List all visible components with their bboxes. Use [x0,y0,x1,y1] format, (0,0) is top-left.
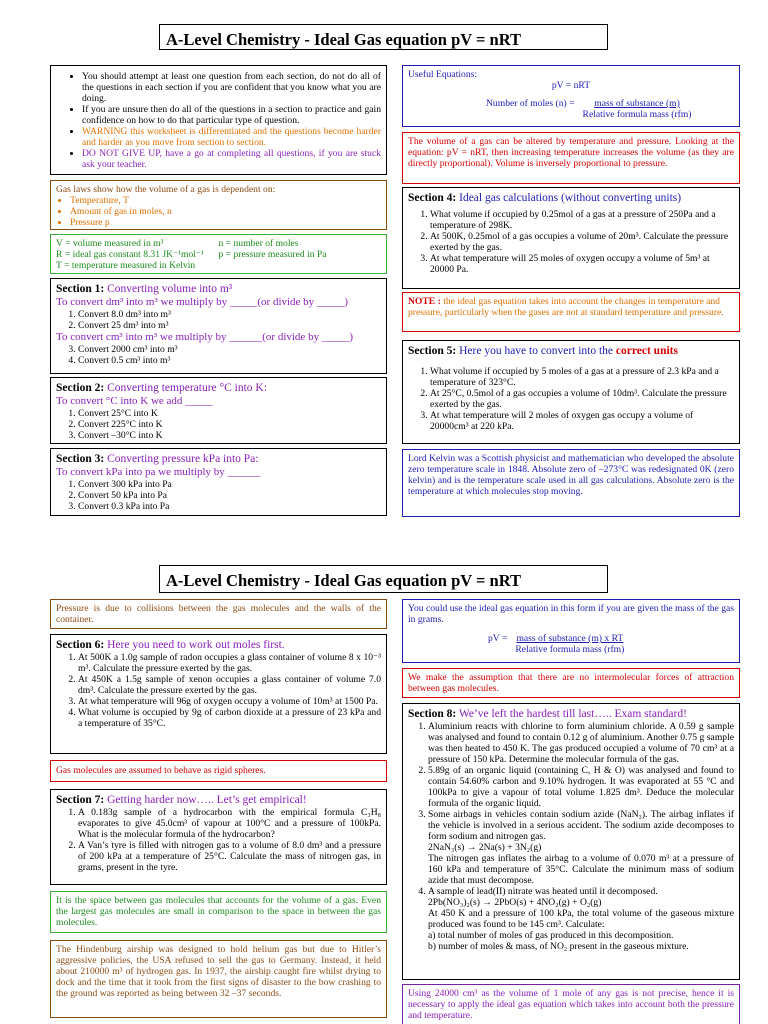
key-volume: V = volume measured in m³ [56,238,164,249]
section2-box [50,377,387,444]
section6-question: 1. At 500K a 1.0g sample of radon occupies a glass container of volume 8 x 10⁻³ m³. Calculate the pressure exerted by the gas. [78,652,381,674]
section2-question: 2. Convert 225°C into K [78,419,381,430]
mass-eq-left: pV = [488,633,508,644]
section4-box [402,187,740,289]
gas-laws-heading: Gas laws show how the volume of a gas is dependent on: [56,184,276,195]
section3-question: 1. Convert 300 kPa into Pa [78,479,381,490]
section6-box [50,634,387,754]
key-temperature: T = temperature measured in Kelvin [56,260,196,271]
section6-question: 4. What volume is occupied by 9g of carbon dioxide at a pressure of 23 kPa and a temperature of 35°C. [78,707,381,729]
kelvin-note-box: Lord Kelvin was a Scottish physicist and mathematician who developed the absolute zero temperature scale in 1848. Absolute zero of –273°C was redesignated 0K (zero kelvin) and is the temperature scale used in all gas calculations. Absolute zero is the temperature at which molecules stop moving. [402,449,740,517]
mass-note: You could use the ideal gas equation in this form if you are given the mass of the gas in grams. [408,603,734,625]
useful-eq2-denominator: Relative formula mass (rfm) [582,109,692,120]
section8-question-1: 1. Aluminium reacts with chlorine to form aluminium chloride. A 0.59 g sample was analysed and found to contain 0.12 g of aluminium. Another 0.75 g sample was then heated to 450 K. The gas produced occupied a volume of 70 cm³ at a pressure of 150 kPa. Determine the molecular formula of the gas. [428,721,734,765]
section1-question: 2. Convert 25 dm³ into m³ [78,320,381,331]
page2-title: A-Level Chemistry - Ideal Gas equation pV = nRT [159,565,608,593]
note-text: the ideal gas equation takes into account the changes in temperature and pressure, particularly when the gases are not at standard temperature and pressure. [408,296,724,318]
useful-eq1: pV = nRT [551,80,591,91]
section5-question: 2. At 25°C, 0.5mol of a gas occupies a volume of 10dm³. Calculate the pressure exerted by the gas. [430,388,734,410]
section1-question: 4. Convert 0.5 cm³ into m³ [78,355,381,366]
section1-heading: Section 1: Converting volume into m³ [56,283,233,295]
hindenburg-note-box: The Hindenburg airship was designed to hold helium gas but due to Hitler’s aggressive policies, the USA refused to sell the gas to Germany. Instead, it held about 210000 m³ of hydrogen gas. In 1937, the airship caught fire whilst drying to dock and the time that it took from the first signs of disaster to the bow crashing to the ground was reported as being between 32 –37 seconds. [50,940,387,1018]
section6-heading: Section 6: Here you need to work out moles first. [56,639,285,651]
gas-law-item: • Temperature, T [70,195,381,206]
lead-nitrate-equation: 2Pb(NO₃)₂(s) → 2PbO(s) + 4NO₂(g) + O₂(g) [428,897,602,908]
final-note-box: Using 24000 cm³ as the volume of 1 mole of any gas is not precise, hence it is necessary to apply the ideal gas equation which takes into account both the pressure and temperature. [402,984,740,1024]
section8-heading: Section 8: We’ve left the hardest till last….. Exam standard! [408,708,687,720]
section2-sub: To convert °C into K we add _____ [56,395,213,407]
section3-sub: To convert kPa into pa we multiply by ______ [56,466,261,478]
section1-question: 3. Convert 2000 cm³ into m³ [78,344,381,355]
section2-question: 3. Convert –30°C into K [78,430,381,441]
intro-item-3: • WARNING this worksheet is differentiated and the questions become harder and harder as you move from section to section. [82,126,381,148]
section2-question: 1. Convert 25°C into K [78,408,381,419]
section7-box [50,789,387,885]
section4-question: 1. What volume if occupied by 0.25mol of a gas at a pressure of 250Pa and a temperature of 298K. [430,209,734,231]
mass-equation-box [402,599,740,663]
section8-question-4: 4. A sample of lead(II) nitrate was heated until it decomposed. 2Pb(NO₃)₂(s) → 2PbO(s) + 4NO₂(g) + O₂(g) At 450 K and a pressure of 100 kPa, the total volume of the gaseous mixture produced was found to be 145 cm³. Calculate: a) total number of moles of gas produced in this decomposition. b) number of moles & mass, of NO₂ present in the gaseous mixture. [428,886,734,952]
useful-equations-box [402,65,740,127]
intro-box [50,65,387,175]
section7-question: 2. A Van’s tyre is filled with nitrogen gas to a volume of 8.0 dm³ and a pressure of 200 kPa at a temperature of 25°C. Calculate the mass of nitrogen gas, in grams, present in the tyre. [78,840,381,873]
section6-question: 2. At 450K a 1.5g sample of xenon occupies a glass container of volume 7.0 dm³. Calculate the pressure exerted by the gas. [78,674,381,696]
section3-question: 3. Convert 0.3 kPa into Pa [78,501,381,512]
section7-question: 1. A 0.183g sample of a hydrocarbon with the empirical formula C₃H₈ evaporates to give 45.0cm³ of vapour at 100°C and a pressure of 100kPa. What is the molecular formula of the hydrocarbon? [78,807,381,840]
section7-heading: Section 7: Getting harder now….. Let’s get empirical! [56,794,307,806]
rigid-spheres-note-box: Gas molecules are assumed to behave as rigid spheres. [50,760,387,782]
section5-box [402,340,740,444]
section2-heading: Section 2: Converting temperature °C into K: [56,382,267,394]
mass-eq-denominator: Relative formula mass (rfm) [515,644,625,655]
assumption-note-box: We make the assumption that there are no intermolecular forces of attraction between gas molecules. [402,668,740,698]
note-box [402,292,740,332]
intro-item-2: • If you are unsure then do all of the questions in a section to practice and gain confidence on how to do that particular type of question. [82,104,381,126]
page1-title: A-Level Chemistry - Ideal Gas equation pV = nRT [159,24,608,50]
gas-law-item: • Amount of gas in moles, n [70,206,381,217]
section3-heading: Section 3: Converting pressure kPa into Pa: [56,453,259,465]
key-gas-constant: R = ideal gas constant 8.31 JK⁻¹mol⁻¹ [56,249,204,260]
note-label: NOTE : [408,296,441,307]
section4-question: 2. At 500K, 0.25mol of a gas occupies a volume of 20m³. Calculate the pressure exerted by the gas. [430,231,734,253]
pressure-note-box: Pressure is due to collisions between the gas molecules and the walls of the container. [50,599,387,629]
mass-eq-numerator: mass of substance (m) x RT [516,633,624,644]
section1-box [50,278,387,374]
intro-item-4: • DO NOT GIVE UP, have a go at completing all questions, if you are stuck ask your teacher. [82,148,381,170]
useful-eq2-numerator: mass of substance (m) [594,98,680,109]
section8-box [402,703,740,980]
section1-question: 1. Convert 8.0 dm³ into m³ [78,309,381,320]
useful-eq2-left: Number of moles (n) = [486,98,575,109]
red-note-box: The volume of a gas can be altered by temperature and pressure. Looking at the equation: pV = nRT, then increasing temperature increases the volume (as they are directly proportional). Volume is inversely proportional to pressure. [402,132,740,184]
section4-question: 3. At what temperature will 25 moles of oxygen occupy a volume of 5m³ at 20000 Pa. [430,253,734,275]
section5-question: 1. What volume if occupied by 5 moles of a gas at a pressure of 2.3 kPa and a temperature of 323°C. [430,366,734,388]
section5-heading: Section 5: Here you have to convert into the correct units [408,345,678,357]
section1-sub1: To convert dm³ into m³ we multiply by _____(or divide by _____) [56,296,349,308]
section3-box [50,448,387,516]
section8-question-3: 3. Some airbags in vehicles contain sodium azide (NaN₃). The airbag inflates if the vehicle is involved in a serious accident. The sodium azide decomposes to form sodium and nitrogen gas. 2NaN₃(s) → 2Na(s) + 3N₂(g) The nitrogen gas inflates the airbag to a volume of 0.070 m³ at a pressure of 160 kPa and temperature of 35°C. Calculate the minimum mass of sodium azide that must decompose. [428,809,734,886]
gas-law-item: • Pressure p [70,217,381,228]
gas-laws-box [50,180,387,230]
intro-item-1: • You should attempt at least one question from each section, do not do all of the questions in each section if you are confident that you know what you are doing. [82,71,381,104]
section5-question: 3. At what temperature will 2 moles of oxygen gas occupy a volume of 20000cm³ at 220 kPa. [430,410,734,432]
key-pressure: p = pressure measured in Pa [218,249,327,260]
airbag-equation: 2NaN₃(s) → 2Na(s) + 3N₂(g) [428,842,542,853]
section3-question: 2. Convert 50 kPa into Pa [78,490,381,501]
section4-heading: Section 4: Ideal gas calculations (without converting units) [408,192,682,204]
section6-question: 3. At what temperature will 96g of oxygen occupy a volume of 10m³ at 1500 Pa. [78,696,381,707]
useful-label: Useful Equations: [408,69,478,80]
space-note-box: It is the space between gas molecules that accounts for the volume of a gas. Even the largest gas molecules are small in comparison to the space in between the gas molecules. [50,891,387,933]
key-moles: n = number of moles [218,238,299,249]
units-key-box [50,234,387,274]
section8-question-2: 2. 5.89g of an organic liquid (containing C, H & O) was analysed and found to contain 54.60% carbon and 9.10% hydrogen. It was evaporated at 55 °C and 100kPa to give a vapour of total volume 1.825 dm³. Deduce the molecular formula of the organic liquid. [428,765,734,809]
section1-sub2: To convert cm³ into m³ we multiply by ______(or divide by _____) [56,331,353,343]
